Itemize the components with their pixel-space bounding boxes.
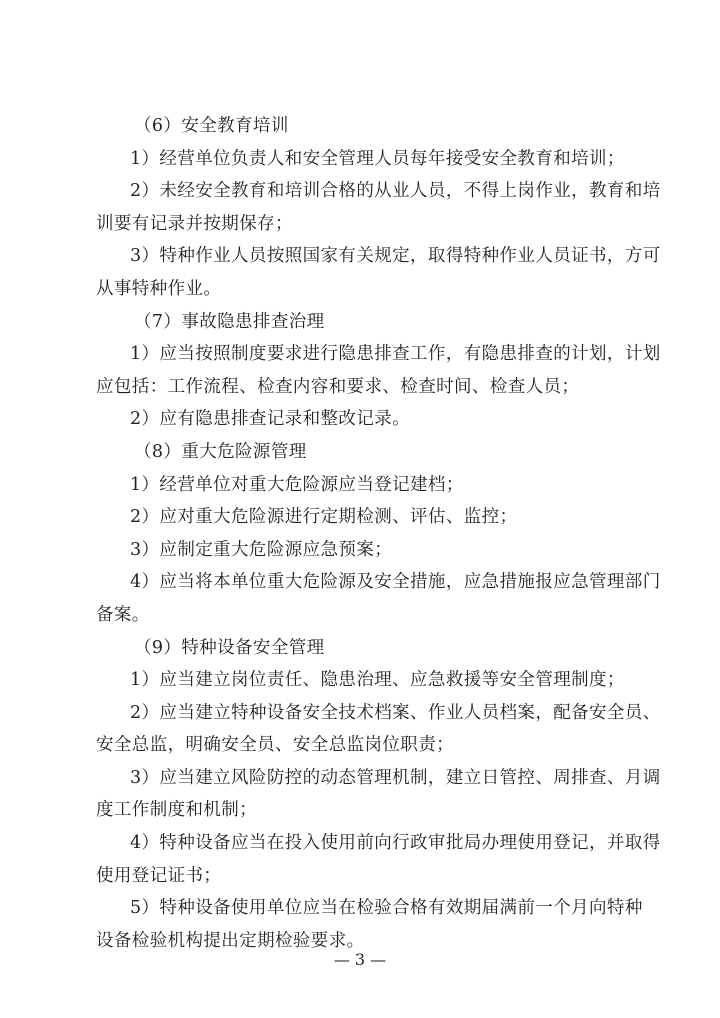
list-item: 2）应对重大危险源进行定期检测、评估、监控；: [130, 507, 518, 528]
section-heading: （7）事故隐患排查治理: [134, 311, 325, 332]
list-item-continuation: 训要有记录并按期保存；: [96, 213, 293, 234]
list-item: 2）应有隐患排查记录和整改记录。: [130, 409, 411, 430]
list-item-continuation: 设备检验机构提出定期检验要求。: [96, 930, 365, 951]
list-item: 3）应当建立风险防控的动态管理机制，建立日管控、周排查、月调: [130, 767, 661, 788]
list-item: 4）特种设备应当在投入使用前向行政审批局办理使用登记，并取得: [130, 833, 661, 854]
list-item-continuation: 从事特种作业。: [96, 278, 222, 299]
list-item: 2）未经安全教育和培训合格的从业人员，不得上岗作业，教育和培: [130, 181, 661, 202]
section-heading: （6）安全教育培训: [134, 116, 289, 136]
list-item: 3）特种作业人员按照国家有关规定，取得特种作业人员证书，方可: [130, 246, 661, 267]
list-item-continuation: 备案。: [96, 604, 150, 625]
document-body: [96, 110, 661, 957]
list-item-continuation: 度工作制度和机制；: [96, 800, 258, 821]
list-item-continuation: 安全总监，明确安全员、安全总监岗位职责；: [96, 735, 454, 756]
section-heading: （9）特种设备安全管理: [134, 637, 325, 658]
page-number: — 3 —: [333, 950, 387, 969]
list-item: 2）应当建立特种设备安全技术档案、作业人员档案，配备安全员、: [130, 702, 661, 723]
list-item: 1）经营单位负责人和安全管理人员每年接受安全教育和培训；: [130, 148, 625, 169]
list-item: 3）应制定重大危险源应急预案；: [130, 539, 393, 560]
list-item: 4）应当将本单位重大危险源及安全措施，应急措施报应急管理部门: [130, 572, 661, 593]
list-item: 5）特种设备使用单位应当在检验合格有效期届满前一个月向特种: [130, 898, 643, 919]
list-item: 1）应当建立岗位责任、隐患治理、应急救援等安全管理制度；: [130, 670, 625, 691]
list-item-continuation: 使用登记证书；: [96, 865, 222, 886]
list-item: 1）应当按照制度要求进行隐患排查工作，有隐患排查的计划，计划: [130, 344, 661, 365]
list-item: 1）经营单位对重大危险源应当登记建档；: [130, 474, 464, 495]
section-heading: （8）重大危险源管理: [134, 441, 307, 462]
list-item-continuation: 应包括：工作流程、检查内容和要求、检查时间、检查人员；: [96, 376, 580, 397]
